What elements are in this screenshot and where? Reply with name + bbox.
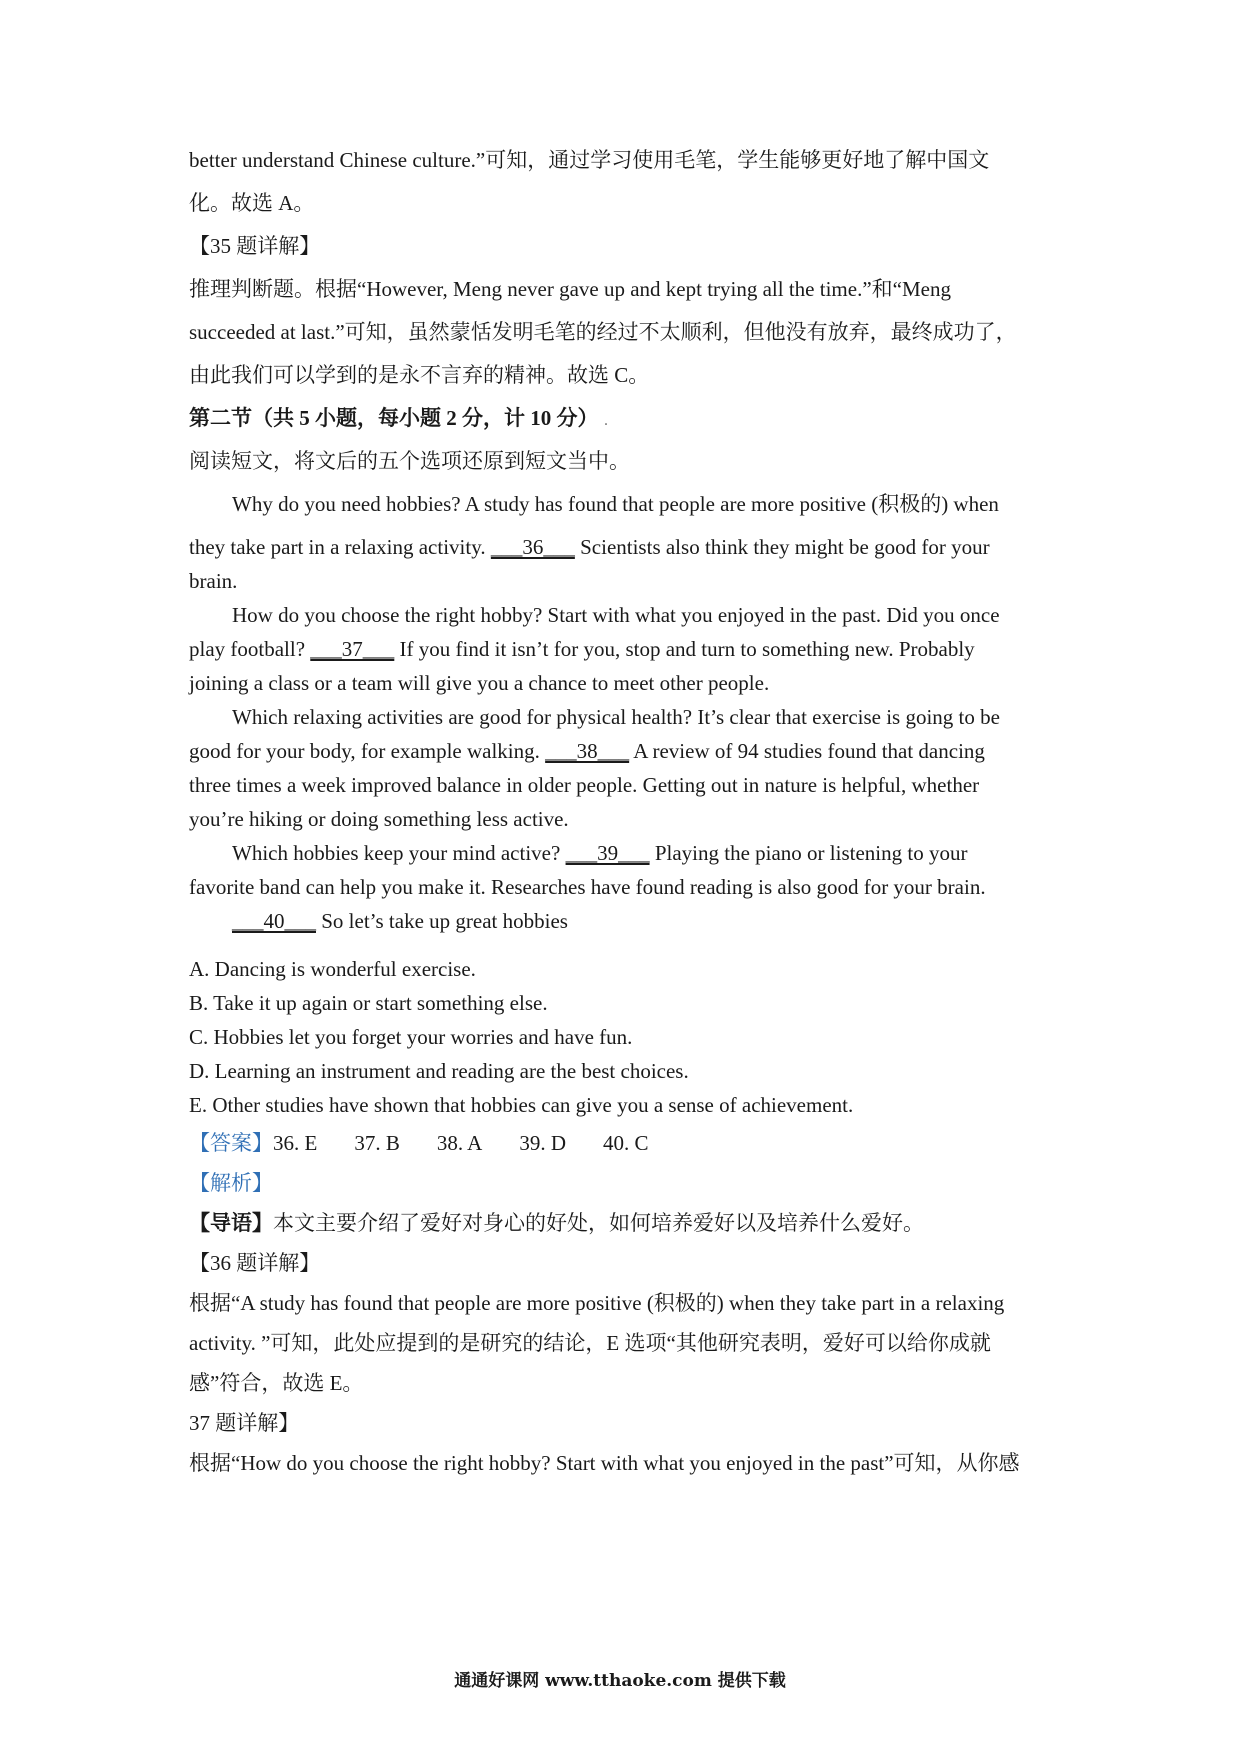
instruction: 阅读短文，将文后的五个选项还原到短文当中。 bbox=[189, 449, 630, 473]
passage-text: If you find it isn’t for you, stop and turn to something new. Probably bbox=[394, 637, 975, 661]
passage-line bbox=[189, 839, 1069, 867]
passage-text: Playing the piano or listening to your bbox=[649, 841, 968, 865]
text-line: 根据“A study has found that people are more positive (积极的) when they take part in a relaxing bbox=[189, 1291, 1005, 1315]
text-line: 化。故选 A。 bbox=[189, 191, 315, 215]
q36-heading: 【36 题详解】 bbox=[189, 1251, 321, 1275]
passage-text: they take part in a relaxing activity. bbox=[189, 535, 491, 559]
option-b: B. Take it up again or start something else. bbox=[189, 991, 548, 1015]
blank-39: ___39___ bbox=[565, 841, 650, 865]
answer-line bbox=[189, 1129, 1069, 1157]
blank-40: ___40___ bbox=[232, 909, 316, 933]
answer-item: 36. E bbox=[273, 1131, 318, 1155]
text-line: better understand Chinese culture.”可知，通过学习使用毛笔，学生能够更好地了解中国文 bbox=[189, 148, 990, 172]
answer-item: 39. D bbox=[519, 1131, 567, 1155]
option-c: C. Hobbies let you forget your worries and have fun. bbox=[189, 1025, 633, 1049]
answer-item: 40. C bbox=[603, 1131, 649, 1155]
page-content bbox=[189, 146, 1069, 1477]
passage-line: three times a week improved balance in older people. Getting out in nature is helpful, whether bbox=[189, 773, 980, 797]
passage-text: Scientists also think they might be good for your bbox=[574, 535, 990, 559]
intro-line bbox=[189, 1209, 1069, 1237]
section-title-text: 第二节（共 5 小题，每小题 2 分，计 10 分） bbox=[189, 406, 599, 430]
passage-line bbox=[189, 737, 1069, 765]
q35-heading: 【35 题详解】 bbox=[189, 234, 321, 258]
text-line: 感”符合，故选 E。 bbox=[189, 1371, 364, 1395]
passage-line bbox=[189, 533, 1069, 561]
footer-credit: 通通好课网 www.tthaoke.com 提供下载 bbox=[454, 1671, 786, 1691]
intro-text: 本文主要介绍了爱好对身心的好处，如何培养爱好以及培养什么爱好。 bbox=[273, 1211, 924, 1235]
text-line: activity. ”可知，此处应提到的是研究的结论，E 选项“其他研究表明，爱好可以给你成就 bbox=[189, 1331, 991, 1355]
passage-line: you’re hiking or doing something less active. bbox=[189, 807, 569, 831]
passage-text: A review of 94 studies found that dancing bbox=[629, 739, 985, 763]
answer-item: 37. B bbox=[354, 1131, 400, 1155]
blank-37: ___37___ bbox=[310, 637, 395, 661]
analysis-label: 【解析】 bbox=[189, 1171, 273, 1195]
text-line: succeeded at last.”可知，虽然蒙恬发明毛笔的经过不太顺利，但他没有放弃，最终成功了， bbox=[189, 320, 1017, 344]
passage-line: Which relaxing activities are good for physical health? It’s clear that exercise is going to be bbox=[232, 705, 1000, 729]
passage-text: good for your body, for example walking. bbox=[189, 739, 546, 763]
option-e: E. Other studies have shown that hobbies can give you a sense of achievement. bbox=[189, 1093, 854, 1117]
passage-text: play football? bbox=[189, 637, 311, 661]
option-a: A. Dancing is wonderful exercise. bbox=[189, 957, 476, 981]
text-line: 根据“How do you choose the right hobby? Start with what you enjoyed in the past”可知，从你感 bbox=[189, 1451, 1020, 1475]
passage-text: Which hobbies keep your mind active? bbox=[232, 841, 566, 865]
answer-label: 【答案】 bbox=[189, 1131, 273, 1155]
passage-line: brain. bbox=[189, 569, 238, 593]
blank-36: ___36___ bbox=[490, 535, 575, 559]
q37-heading: 37 题详解】 bbox=[189, 1411, 300, 1435]
passage-line: Why do you need hobbies? A study has found that people are more positive (积极的) when bbox=[232, 492, 999, 516]
blank-38: ___38___ bbox=[545, 739, 630, 763]
option-d: D. Learning an instrument and reading are the best choices. bbox=[189, 1059, 689, 1083]
passage-line: favorite band can help you make it. Researches have found reading is also good for your brain. bbox=[189, 875, 986, 899]
passage-line: How do you choose the right hobby? Start with what you enjoyed in the past. Did you once bbox=[232, 603, 1000, 627]
dot-mark: . bbox=[604, 414, 608, 428]
answer-item: 38. A bbox=[436, 1131, 483, 1155]
passage-line bbox=[189, 907, 1069, 935]
section-title bbox=[189, 404, 1069, 432]
text-line: 由此我们可以学到的是永不言弃的精神。故选 C。 bbox=[189, 363, 650, 387]
text-line: 推理判断题。根据“However, Meng never gave up and kept trying all the time.”和“Meng bbox=[189, 277, 951, 301]
passage-line bbox=[189, 635, 1069, 663]
passage-text: So let’s take up great hobbies bbox=[316, 909, 568, 933]
passage-line: joining a class or a team will give you a chance to meet other people. bbox=[189, 671, 770, 695]
intro-label: 【导语】 bbox=[189, 1211, 273, 1235]
